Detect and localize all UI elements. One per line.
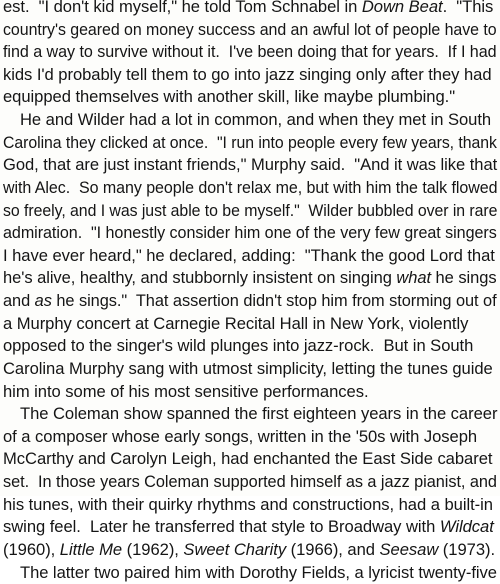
text-run: with Alec. So many people don't relax me, but with him the talk flowed: [3, 177, 498, 197]
italic-title: Seesaw: [379, 539, 439, 559]
text-run: of a composer whose early songs, written in the '50s with Joseph: [3, 426, 478, 446]
text-run: I have ever heard," he declared, adding: "Thank the good Lord that: [3, 245, 495, 265]
text-line: [3, 154, 497, 176]
text-run: he's alive, healthy, and stubbornly insistent on singing: [3, 268, 397, 288]
text-line: [3, 358, 493, 380]
text-line: [3, 335, 473, 357]
text-run: his tunes, with their quirky rhythms and constructions, had a built-in: [3, 494, 493, 514]
text-line: [3, 222, 497, 244]
text-run: The Coleman show spanned the first eighteen years in the career: [20, 404, 498, 424]
text-line: [3, 177, 497, 199]
text-run: set. In those years Coleman supported himself as a jazz pianist, and: [3, 472, 497, 492]
text-line: [3, 448, 492, 470]
text-line: [3, 0, 493, 18]
text-run: The latter two paired him with Dorothy Fields, a lyricist twenty-five: [20, 562, 497, 582]
text-run: He and Wilder had a lot in common, and when they met in South: [20, 110, 492, 130]
text-line: [3, 471, 497, 493]
text-line: [3, 313, 468, 335]
text-run: McCarthy and Carolyn Leigh, had enchanted the East Side cabaret: [3, 449, 493, 469]
text-run: God, that are just instant friends," Murphy said. "And it was like that: [3, 155, 498, 175]
text-run: (1962),: [122, 539, 184, 559]
text-line: [3, 132, 497, 154]
text-run: he sings." That assertion didn't stop him from storming out of: [51, 291, 497, 311]
italic-title: as: [34, 291, 52, 311]
text-line: [3, 426, 477, 448]
text-run: (1966), and: [286, 539, 380, 559]
text-run: and: [3, 291, 35, 311]
text-line: [3, 86, 455, 108]
paragraph-first-line: [20, 403, 497, 425]
text-run: he sings: [431, 268, 497, 288]
text-line: [3, 200, 497, 222]
text-line: [3, 41, 497, 63]
paragraph-first-line: [20, 562, 497, 584]
text-run: a Murphy concert at Carnegie Recital Hall in New York, violently: [3, 313, 469, 333]
text-line: [3, 64, 492, 86]
text-line: [3, 290, 497, 312]
text-line: [3, 267, 497, 289]
text-run: Carolina they clicked at once. "I run into people every few years, thank: [3, 132, 497, 152]
italic-title: what: [396, 268, 432, 288]
text-run: opposed to the singer's wild plunges into jazz-rock. But in South: [3, 336, 474, 356]
text-run: him into some of his most sensitive performances.: [3, 381, 369, 401]
text-run: (1973).: [438, 539, 496, 559]
text-run: Carolina Murphy sang with utmost simplicity, letting the tunes guide: [3, 358, 493, 378]
text-run: est. "I don't kid myself," he told Tom Schnabel in: [3, 0, 362, 16]
text-line: [3, 245, 495, 267]
text-line: [3, 516, 494, 538]
italic-title: Sweet Charity: [183, 539, 287, 559]
text-run: admiration. "I honestly consider him one of the very few great singers: [3, 223, 497, 243]
text-line: [3, 19, 497, 41]
italic-title: Wildcat: [439, 517, 494, 537]
italic-title: Down Beat: [361, 0, 443, 16]
paragraph-first-line: [20, 109, 491, 131]
text-run: country's geared on money success and an awful lot of people have to: [3, 19, 497, 39]
text-run: so freely, and I was just able to be myself." Wilder bubbled over in rare: [3, 200, 498, 220]
text-line: [3, 494, 493, 516]
italic-title: Little Me: [59, 539, 123, 559]
text-run: kids I'd probably tell them to go into jazz singing only after they had: [3, 64, 492, 84]
text-run: (1960),: [3, 539, 60, 559]
text-run: equipped themselves with another skill, like maybe plumbing.": [3, 87, 456, 107]
text-run: . "This: [442, 0, 494, 16]
text-run: find a way to survive without it. I've been doing that for years. If I had: [3, 42, 497, 62]
text-run: swing feel. Later he transferred that style to Broadway with: [3, 517, 440, 537]
text-line: [3, 381, 369, 403]
text-line: [3, 539, 495, 561]
